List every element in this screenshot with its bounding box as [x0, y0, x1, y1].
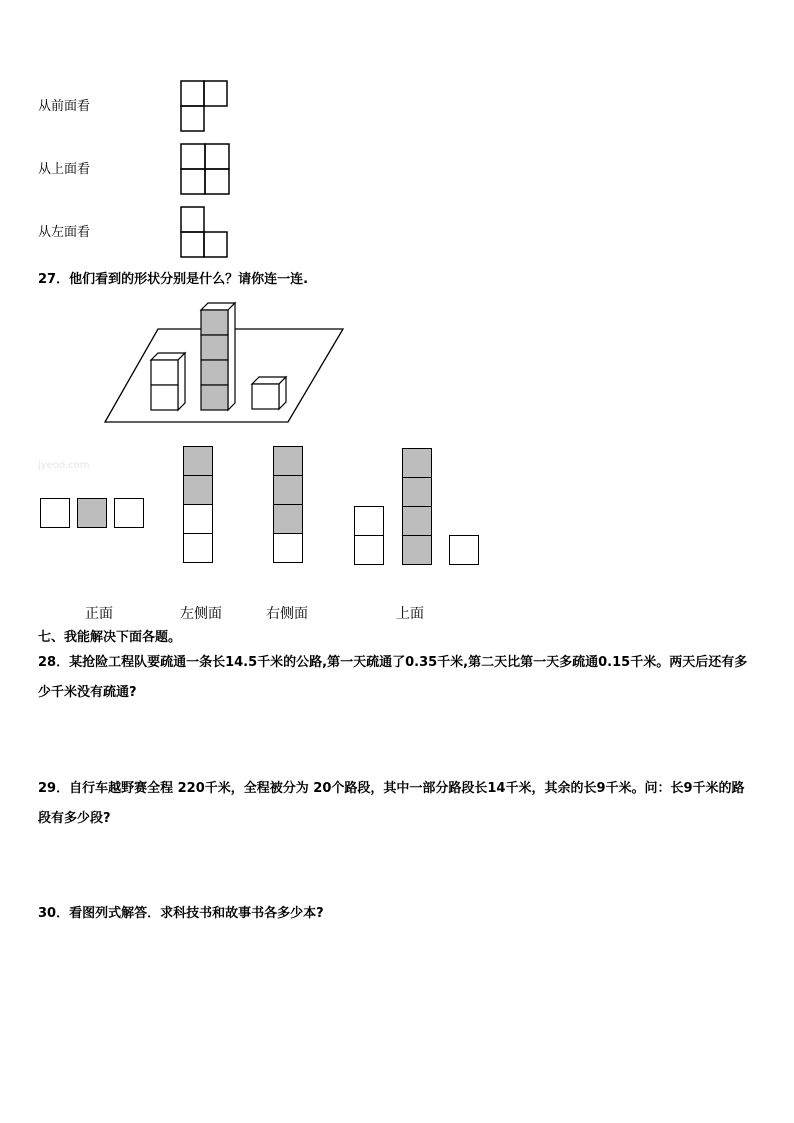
square-shaded — [273, 446, 303, 476]
square-shaded — [273, 504, 303, 534]
question-29-text: 自行车越野赛全程 220千米，全程被分为 20个路段，其中一部分路段长14千米，其余的长9千米。问：长9千米的路段有多少段? — [38, 781, 745, 826]
question-28-text: 某抢险工程队要疏通一条长14.5千米的公路,第一天疏通了0.35千米,第二天比第一天多疏通0.15千米。两天后还有多少千米没有疏通? — [38, 655, 748, 700]
square — [449, 535, 479, 565]
cube-stacks-3d-figure — [100, 298, 350, 428]
question-30-text: 看图列式解答．求科技书和故事书各多少本? — [69, 906, 324, 921]
question-28 — [38, 648, 756, 708]
label-left-side: 左侧面 — [180, 606, 222, 622]
top-view-figure — [180, 143, 232, 197]
question-30 — [38, 906, 324, 922]
label-front: 正面 — [85, 606, 113, 622]
square — [40, 498, 70, 528]
label-top: 上面 — [396, 606, 424, 622]
square-shaded — [402, 535, 432, 565]
square-shaded — [183, 475, 213, 505]
question-29-number: 29． — [38, 781, 70, 796]
square-shaded — [273, 475, 303, 505]
square — [354, 535, 384, 565]
question-28-number: 28． — [38, 655, 70, 670]
square — [183, 504, 213, 534]
section-7-heading: 七、我能解决下面各题。 — [38, 630, 182, 645]
front-view-label: 从前面看 — [38, 99, 91, 114]
front-view-figure — [180, 80, 230, 134]
square — [183, 533, 213, 563]
watermark: jyeoo.com — [38, 460, 90, 471]
square — [273, 533, 303, 563]
question-30-number: 30． — [38, 906, 70, 921]
question-29 — [38, 774, 756, 834]
square-shaded — [402, 477, 432, 507]
square-shaded — [183, 446, 213, 476]
square — [354, 506, 384, 536]
left-view-label: 从左面看 — [38, 225, 91, 240]
square-shaded — [402, 506, 432, 536]
square — [114, 498, 144, 528]
question-27-text: 他们看到的形状分别是什么？请你连一连. — [69, 272, 309, 287]
top-view-label: 从上面看 — [38, 162, 91, 177]
label-right-side: 右侧面 — [266, 606, 308, 622]
square-shaded — [77, 498, 107, 528]
left-view-figure — [180, 206, 230, 260]
question-27 — [38, 272, 308, 288]
square-shaded — [402, 448, 432, 478]
question-27-number: 27． — [38, 272, 70, 287]
